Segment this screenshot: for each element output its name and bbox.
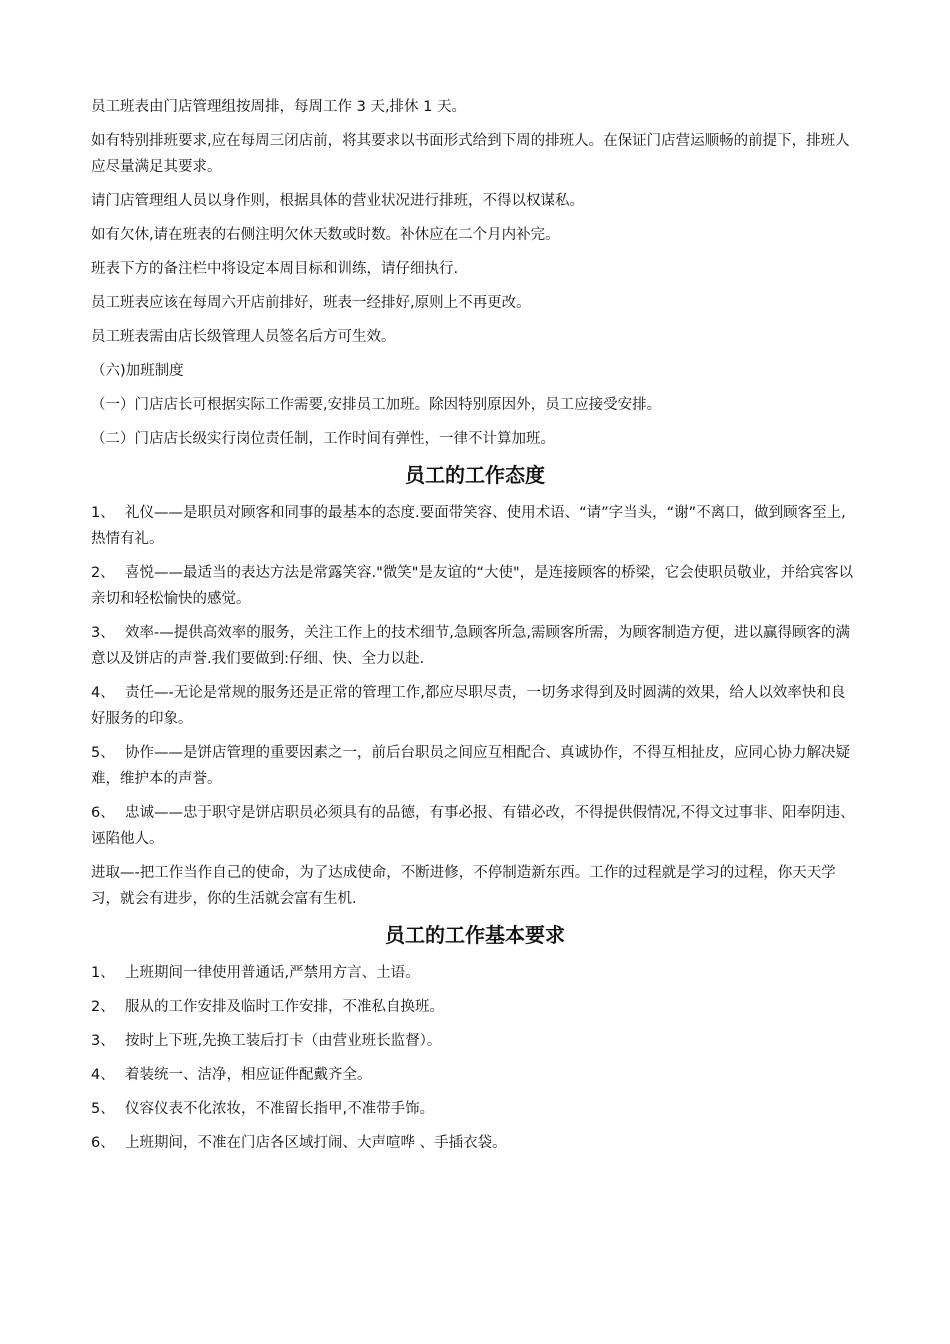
requirement-item xyxy=(91,1130,859,1156)
section-title-basic-requirements: 员工的工作基本要求 xyxy=(385,923,565,947)
attitude-item xyxy=(91,620,859,672)
section-title-work-attitude: 员工的工作态度 xyxy=(405,463,545,487)
attitude-closing-paragraph: 进取—-把工作当作自己的使命，为了达成使命，不断进修，不停制造新东西。工作的过程就是学习的过程，你天天学习，就会有进步，你的生活就会富有生机. xyxy=(91,865,836,907)
attitude-item-number: 5、 xyxy=(91,745,115,761)
requirement-item-number: 4、 xyxy=(91,1067,115,1083)
schedule-rule-signature: 员工班表需由店长级管理人员签名后方可生效。 xyxy=(91,329,396,345)
requirement-item xyxy=(91,960,859,986)
attitude-item-text: 礼仪——是职员对顾客和同事的最基本的态度.要面带笑容、使用术语、“请”字当头，“谢”不离口，做到顾客至上,热情有礼。 xyxy=(91,505,846,547)
requirement-item-number: 6、 xyxy=(91,1135,115,1151)
attitude-item-text: 忠诚——忠于职守是饼店职员必须具有的品德，有事必报、有错必改，不得提供假情况,不得文过事非、阳奉阴违、诬陷他人。 xyxy=(91,805,855,847)
schedule-rule-remarks: 班表下方的备注栏中将设定本周目标和训练，请仔细执行. xyxy=(91,261,459,277)
requirement-item-text: 服从的工作安排及临时工作安排，不准私自换班。 xyxy=(125,999,444,1015)
overtime-rule-2: （二）门店店长级实行岗位责任制，工作时间有弹性，一律不计算加班。 xyxy=(91,431,555,447)
overtime-rule-1: （一）门店店长可根据实际工作需要,安排员工加班。除因特别原因外，员工应接受安排。 xyxy=(91,397,662,413)
schedule-rule-special-request: 如有特别排班要求,应在每周三闭店前，将其要求以书面形式给到下周的排班人。在保证门店营运顺畅的前提下，排班人应尽量满足其要求。 xyxy=(91,133,850,175)
attitude-item xyxy=(91,800,859,852)
attitude-item xyxy=(91,500,859,552)
attitude-item-text: 效率-—提供高效率的服务，关注工作上的技术细节,急顾客所急,需顾客所需，为顾客制造方便，进以赢得顾客的满意以及饼店的声誉.我们要做到:仔细、快、全力以赴. xyxy=(91,625,850,667)
overtime-heading: （六)加班制度 xyxy=(91,363,184,379)
attitude-item-number: 4、 xyxy=(91,685,115,701)
requirement-item-text: 上班期间一律使用普通话,严禁用方言、土语。 xyxy=(125,965,420,981)
requirement-item-number: 1、 xyxy=(91,965,115,981)
attitude-item-text: 责任—-无论是常规的服务还是正常的管理工作,都应尽职尽责，一切务求得到及时圆满的效果，给人以效率快和良好服务的印象。 xyxy=(91,685,846,727)
schedule-rule-weekly: 员工班表由门店管理组按周排，每周工作 3 天,排休 1 天。 xyxy=(91,99,466,115)
attitude-item-text: 协作——是饼店管理的重要因素之一，前后台职员之间应互相配合、真诚协作，不得互相扯皮，应同心协力解决疑难，维护本的声誉。 xyxy=(91,745,850,787)
attitude-item-number: 6、 xyxy=(91,805,115,821)
requirement-item-number: 2、 xyxy=(91,999,115,1015)
requirement-item-number: 3、 xyxy=(91,1033,115,1049)
attitude-item-text: 喜悦——最适当的表达方法是常露笑容."微笑"是友谊的“大使"，是连接顾客的桥梁，它会使职员敬业，并给宾客以亲切和轻松愉快的感觉。 xyxy=(91,565,854,607)
requirement-item-text: 上班期间，不准在门店各区域打闹、大声喧哗 、手插衣袋。 xyxy=(125,1135,507,1151)
requirement-item-text: 按时上下班,先换工装后打卡（由营业班长监督）。 xyxy=(125,1033,442,1049)
requirement-item xyxy=(91,1028,859,1054)
schedule-rule-owed-leave: 如有欠休,请在班表的右侧注明欠休天数或时数。补休应在二个月内补完。 xyxy=(91,227,560,243)
attitude-item-number: 2、 xyxy=(91,565,115,581)
schedule-rule-deadline: 员工班表应该在每周六开店前排好，班表一经排好,原则上不再更改。 xyxy=(91,295,531,311)
requirement-item xyxy=(91,994,859,1020)
attitude-item xyxy=(91,560,859,612)
requirement-item-text: 着装统一、洁净，相应证件配戴齐全。 xyxy=(125,1067,372,1083)
attitude-item xyxy=(91,680,859,732)
requirement-item xyxy=(91,1096,859,1122)
attitude-item-number: 3、 xyxy=(91,625,115,641)
requirement-item-text: 仪容仪表不化浓妆，不准留长指甲,不准带手饰。 xyxy=(125,1101,435,1117)
document-page xyxy=(91,94,859,1164)
attitude-item xyxy=(91,740,859,792)
attitude-item-number: 1、 xyxy=(91,505,115,521)
schedule-rule-fairness: 请门店管理组人员以身作则，根据具体的营业状况进行排班，不得以权谋私。 xyxy=(91,193,584,209)
requirement-item-number: 5、 xyxy=(91,1101,115,1117)
requirement-item xyxy=(91,1062,859,1088)
